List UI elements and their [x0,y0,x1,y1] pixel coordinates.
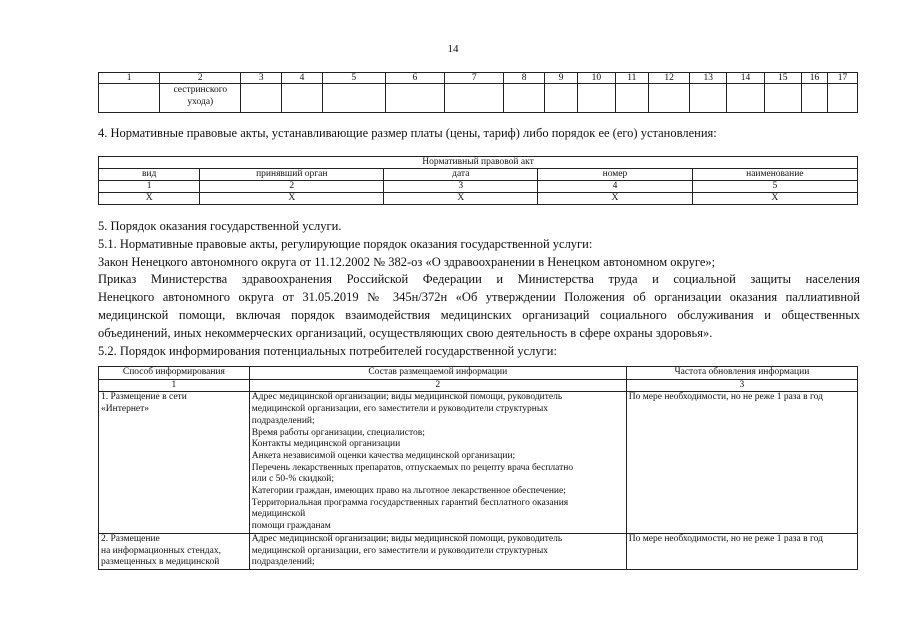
acts-header-row [99,169,858,181]
table-cell [690,84,727,113]
cell-line: медицинской организации, его заместители и руководители структурных [251,545,549,556]
cell-line: По мере необходимости, но не реже 1 раза в год [628,392,823,403]
table-cell [801,84,827,113]
cell-line: подразделений; [251,557,315,568]
cell-line: «Интернет» [101,404,150,415]
normative-acts-table [98,156,858,205]
order-reference-line: объединений, иных некоммерческих организаций, осуществляющих свою деятельность в сфере охраны здоровья». [98,325,713,340]
cell-line: Время работы организации, специалистов; [251,427,425,438]
acts-number-row [99,181,858,193]
column-header: Состав размещаемой информации [249,367,626,380]
column-number: 1 [99,181,200,193]
table-cell: X [538,193,692,205]
column-number: 2 [160,73,241,84]
method-cell [99,533,250,569]
column-header: наименование [692,169,857,181]
acts-title-row [99,157,858,169]
cell-line: подразделений; [251,415,315,426]
column-number: 9 [545,73,578,84]
column-number: 7 [445,73,504,84]
table-cell [764,84,801,113]
column-header: Частота обновления информации [626,367,857,380]
services-table [98,72,858,113]
column-number: 13 [690,73,727,84]
column-number: 6 [385,73,444,84]
column-header: дата [384,169,538,181]
section-4-heading: 4. Нормативные правовые акты, устанавливающие размер платы (цены, тариф) либо порядок ее (его) установления: [98,126,717,140]
column-number-row [99,73,858,84]
column-number: 8 [504,73,545,84]
table-cell: X [200,193,384,205]
column-header: вид [99,169,200,181]
frequency-cell [626,392,857,533]
content-cell [249,533,626,569]
table-cell [322,84,385,113]
table-cell [445,84,504,113]
column-number: 12 [649,73,690,84]
table-cell [385,84,444,113]
table-cell [282,84,323,113]
table-cell [615,84,649,113]
informing-table [98,366,858,570]
table-cell: X [384,193,538,205]
cell-line: Адрес медицинской организации; виды медицинской помощи, руководитель [251,392,563,403]
order-reference-line: Приказ Министерства здравоохранения Российской Федерации и Министерства труда и социальной защиты населения [98,272,860,287]
informing-number-row [99,379,858,392]
table-cell [649,84,690,113]
acts-value-row [99,193,858,205]
table-cell [578,84,615,113]
column-header: номер [538,169,692,181]
cell-line: помощи гражданам [251,521,331,532]
column-header: принявший орган [200,169,384,181]
order-reference-line: медицинской помощи, включая порядок взаимодействия медицинских организаций социального обслуживания и общественных [98,307,860,322]
table-cell [241,84,282,113]
table-row [99,533,858,569]
cell-line: Анкета независимой оценки качества медицинской организации; [251,450,516,461]
cell-line: медицинской организации, его заместители и руководители структурных [251,404,549,415]
method-cell [99,392,250,533]
column-number: 3 [626,379,857,392]
cell-line: Категории граждан, имеющих право на льготное лекарственное обеспечение; [251,486,566,497]
table-cell [545,84,578,113]
table-cell [727,84,764,113]
table-row [99,392,858,533]
column-number: 2 [249,379,626,392]
column-number: 15 [764,73,801,84]
cell-line: или с 50-% скидкой; [251,474,334,485]
column-number: 11 [615,73,649,84]
cell-line: медицинской [251,509,306,520]
column-header: Способ информирования [99,367,250,380]
column-number: 10 [578,73,615,84]
column-number: 17 [828,73,858,84]
page-number: 14 [447,43,459,55]
column-number: 2 [200,181,384,193]
cell-line: Адрес медицинской организации; виды медицинской помощи, руководитель [251,533,563,544]
table-cell: X [692,193,857,205]
cell-line: 1. Размещение в сети [101,392,187,403]
acts-table-title: Нормативный правовой акт [99,157,858,169]
order-reference-line: Ненецкого автономного округа от 31.05.2019 № 345н/372н «Об утверждении Положения об организации оказания паллиативной [98,290,860,305]
frequency-cell [626,533,857,569]
cell-line: Территориальная программа государственных гарантий бесплатного оказания [251,497,569,508]
service-row [99,84,858,113]
column-number: 5 [692,181,857,193]
column-number: 3 [384,181,538,193]
section-5-heading: 5. Порядок оказания государственной услуги. [98,219,342,233]
cell-line: Контакты медицинской организации [251,439,401,450]
column-number: 3 [241,73,282,84]
cell-line: на информационных стендах, [101,545,221,556]
table-cell [504,84,545,113]
informing-header-row [99,367,858,380]
table-cell: сестринского ухода) [160,84,241,113]
table-cell [828,84,858,113]
column-number: 14 [727,73,764,84]
content-cell [249,392,626,533]
column-number: 1 [99,73,160,84]
law-reference: Закон Ненецкого автономного округа от 11.12.2002 № 382-оз «О здравоохранении в Ненецком автономном округе»; [98,254,716,269]
table-cell [99,84,160,113]
cell-line: 2. Размещение [101,533,160,544]
cell-line: Перечень лекарственных препаратов, отпускаемых по рецепту врача бесплатно [251,462,574,473]
column-number: 5 [322,73,385,84]
column-number: 16 [801,73,827,84]
column-number: 4 [282,73,323,84]
section-5-1-heading: 5.1. Нормативные правовые акты, регулирующие порядок оказания государственной услуги: [98,236,593,251]
table-cell: X [99,193,200,205]
column-number: 1 [99,379,250,392]
column-number: 4 [538,181,692,193]
section-5-2-heading: 5.2. Порядок информирования потенциальных потребителей государственной услуги: [98,343,557,358]
cell-line: размещенных в медицинской [101,557,220,568]
section-5 [98,218,860,360]
cell-line: По мере необходимости, но не реже 1 раза в год [628,533,823,544]
